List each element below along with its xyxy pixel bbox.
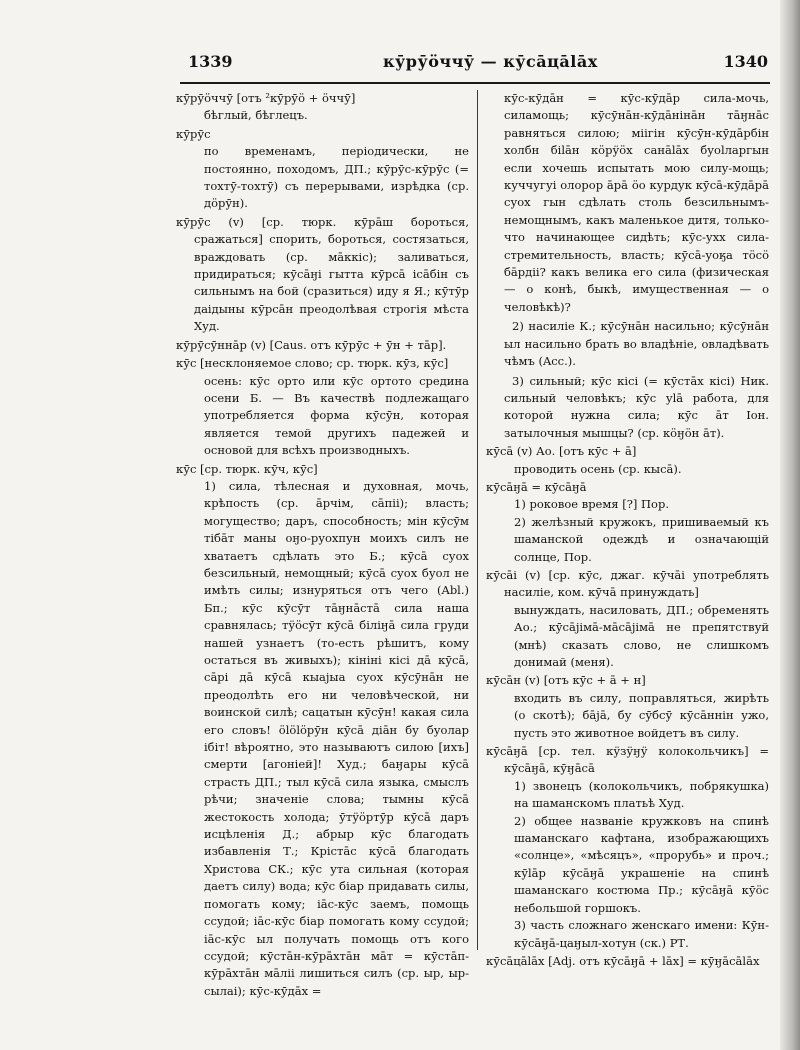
page-edge-shadow [780,0,800,1050]
entry-headword: кӯрӯӧччӯ [отъ ²кӯрӯӧ + ӧччӯ] [176,91,356,105]
dictionary-entry [486,567,769,671]
dictionary-entry [486,672,769,742]
dictionary-entry [486,443,769,478]
entry-headword: кӯрӯс [176,126,211,141]
header-rule [180,82,770,84]
entry-definition: проводить осень (ср. кысā). [514,461,682,476]
entry-sense: 3) сильный; кӯс кісі (= кӯстāх кісі) Ник. сильный человѣкъ; кӯс уlā работа, для которой нужна сила; кӯс āт Іон. затылочныя мышцы? (ср. кӧӈӧн āт). [504,373,769,440]
entry-definition: вынуждать, насиловать, ДП.; обременять Ао.; кӯсājімā-мāсājімā не препятствуй (мнѣ) сказать слово, не слишкомъ донимай (меня). [514,602,769,669]
entry-headword: кӯсāі (v) [ср. кӯс, джаг. кӯчāі употреблять насиліе, ком. кӯчā принуждать] [486,567,769,600]
entry-headword: кӯрӯсӯннāр (v) [Caus. отъ кӯрӯс + ӯн + тāр]. [176,337,447,352]
entry-headword: кӯсāӈā = кӯсāӈā [486,479,587,494]
entry-headword: кӯрӯс (v) [ср. тюрк. кӯрāш бороться, сражаться] спорить, бороться, состязаться, враждовать (ср. мāккіс); заливаться, придираться; кӯсāӈі гытта кӯрсā ісāбін съ сильнымъ на бой (сразиться) иду я Я.; кӯтӯр даідыны кӯрсāн преодолѣвая строгія мѣста Худ. [176,214,469,334]
right-column [486,90,769,971]
dictionary-entry [176,214,469,336]
dictionary-entry-continuation [486,90,769,316]
left-column [176,90,469,1001]
dictionary-entry [486,743,769,952]
entry-definition: 1) роковое время [?] Пор. 2) желѣзный кружокъ, пришиваемый къ шаманской одеждѣ и означающій солнце, Пор. [514,497,769,564]
dictionary-entry [176,126,469,213]
entry-headword: кӯсāӈā [ср. тел. кӱзӱӈӱ колокольчикъ] = кӯсāӈā, кӯӈāсā [486,744,769,776]
page-number-left: 1339 [188,52,233,71]
dictionary-entry [176,355,469,459]
entry-sense: 2) насиліе К.; кӯсӯнāн насильно; кӯсӯнāн ыл насильно брать во владѣніе, овладѣвать чѣмъ (Acc.). [504,319,769,369]
page-number-right: 1340 [723,52,768,71]
entry-headword: кӯсāцālāх [Adj. отъ кӯсāӈā + lāх] = кӯӈāсālāх [486,953,760,968]
dictionary-sense [486,373,769,443]
entry-headword: кӯсā (v) Ао. [отъ кӯс + ā] [486,444,637,459]
entry-headword: кӯс [ср. тюрк. кӯч, кӯс] [176,461,318,476]
entry-definition: 1) звонецъ (колокольчикъ, побрякушка) на шаманскомъ платьѣ Худ. 2) общее названіе кружковъ на спинѣ шаманскаго кафтана, изображающихъ «солнце», «мѣсяцъ», «прорубь» и проч.; кӯlāр кӯсāӈā украшеніе на спинѣ шаманскаго костюма Пр.; кӯсāӈā кӯӧс небольшой горшокъ. 3) часть сложнаго женскаго имени: Кӯн-кӯсāӈā-цаӈыл-хотун (ск.) РТ. [514,778,769,950]
dictionary-entry [486,479,769,566]
dictionary-sense [486,318,769,370]
dictionary-entry [176,461,469,1001]
dictionary-entry [176,90,469,125]
entry-headword: кӯсāн (v) [отъ кӯс + ā + н] [486,673,646,688]
entry-definition: по временамъ, періодически, не постоянно, походомъ, ДП.; кӯрӯс-кӯрӯс (= тохтӯ-тохтӯ) съ перерывами, изрѣдка (ср. дӧрӯн). [204,144,469,211]
entry-definition: 1) сила, тѣлесная и духовная, мочь, крѣпость (ср. āрчім, сāпіі); власть; могущество; даръ, способность; мін кӯсӯм тібāт маны оӈо-руохпун моихъ силъ не хватаетъ сдѣлать это Б.; кӯсā суох безсильный, немощный; кӯсā суох буол не имѣть силы; изнуряться отъ чего (Abl.) Бп.; кӯс кӯсӯт тāӈнāстā сила наша сравнялась; тӱӧсӯт кӯсā біліӈā сила груди нашей узнаетъ (то-есть рѣшитъ, кому остаться въ живыхъ); кініні кісі дā кӯсā, сāрі дā кӯсā кыаjыа суох кӯсӯнāн не преодолѣть его ни человѣческой, ни воинской силѣ; сацатын кӯсӯн! какая сила его словъ! ӧlӧlӧрӯн кӯсā діāн бу буолар ібіт! вѣроятно, это называютъ силою [ихъ] смерти [агоніей]! Худ.; баӈары кӯсā страсть ДП.; тыл кӯсā сила языка, смыслъ рѣчи; значеніе слова; тымны кӯсā жестокость холода; ӯтӱӧртӯр кӯсā даръ исцѣленія Д.; абрыр кӯс благодать избавленія Т.; Крістāс кӯсā благодать Христова СК.; кӯс ута сильная (которая даетъ силу) вода; кӯс біар придавать силы, помогать кому; іāс-кӯс заемъ, помощь ссудой; іāс-кӯс біар помогать кому ссудой; іāс-кӯс ыл получать помощь отъ кого ссудой; кӯстāн-кӯрāхтāн мāт = кӯстāп-кӯрāхтāн мāліі лишиться силъ (ср. ыр, ыр-сылаі); кӯс-кӯдāх = [204,478,469,998]
entry-headword: кӯс [несклоняемое слово; ср. тюрк. кӯз, кӯс] [176,356,449,371]
entry-definition: кӯс-кӯдāн = кӯс-кӯдāр сила-мочь, силамощь; кӯсӯнāн-кӯдāнінāн тāӈнāс равняться силою; міігін кӯсӯн-кӯдāрбін холбн біlāн кӧрӱӧх санālāх буоlларгын если хочешь испытать мою силу-мощь; куччугуі олорор āрā ӧо курдук кӯсā-кӯдāрā суох гын сдѣлать столь безсильнымъ-немощнымъ, какъ маленькое дитя, только-что начинающее сидѣть; кӯс-ухх сила-стремительность, власть; кӯсā-уоӄа тӧсӧ бāрдіі? какъ велика его сила (физическая — о конѣ, быкѣ, имущественная — о человѣкѣ)? [504,91,769,314]
dictionary-entry [176,337,469,354]
entry-definition: осень: кӯс орто или кӯс ортото средина осени Б. — Въ качествѣ подлежащаго употребляется форма кӯсӯн, которая является темой другихъ падежей и основой для всѣхъ производныхъ. [204,373,469,458]
column-divider [477,90,478,950]
entry-definition: бѣглый, бѣглецъ. [204,108,308,123]
page-header [188,52,768,78]
running-title: кӯрӯӧччӯ — кӯсāцālāх [383,52,598,71]
entry-definition: входить въ силу, поправляться, жирѣть (о скотѣ); бājā, бу сӯбсӯ кӯсāннін ужо, пусть это животное войдетъ въ силу. [514,690,769,740]
dictionary-entry [486,953,769,970]
